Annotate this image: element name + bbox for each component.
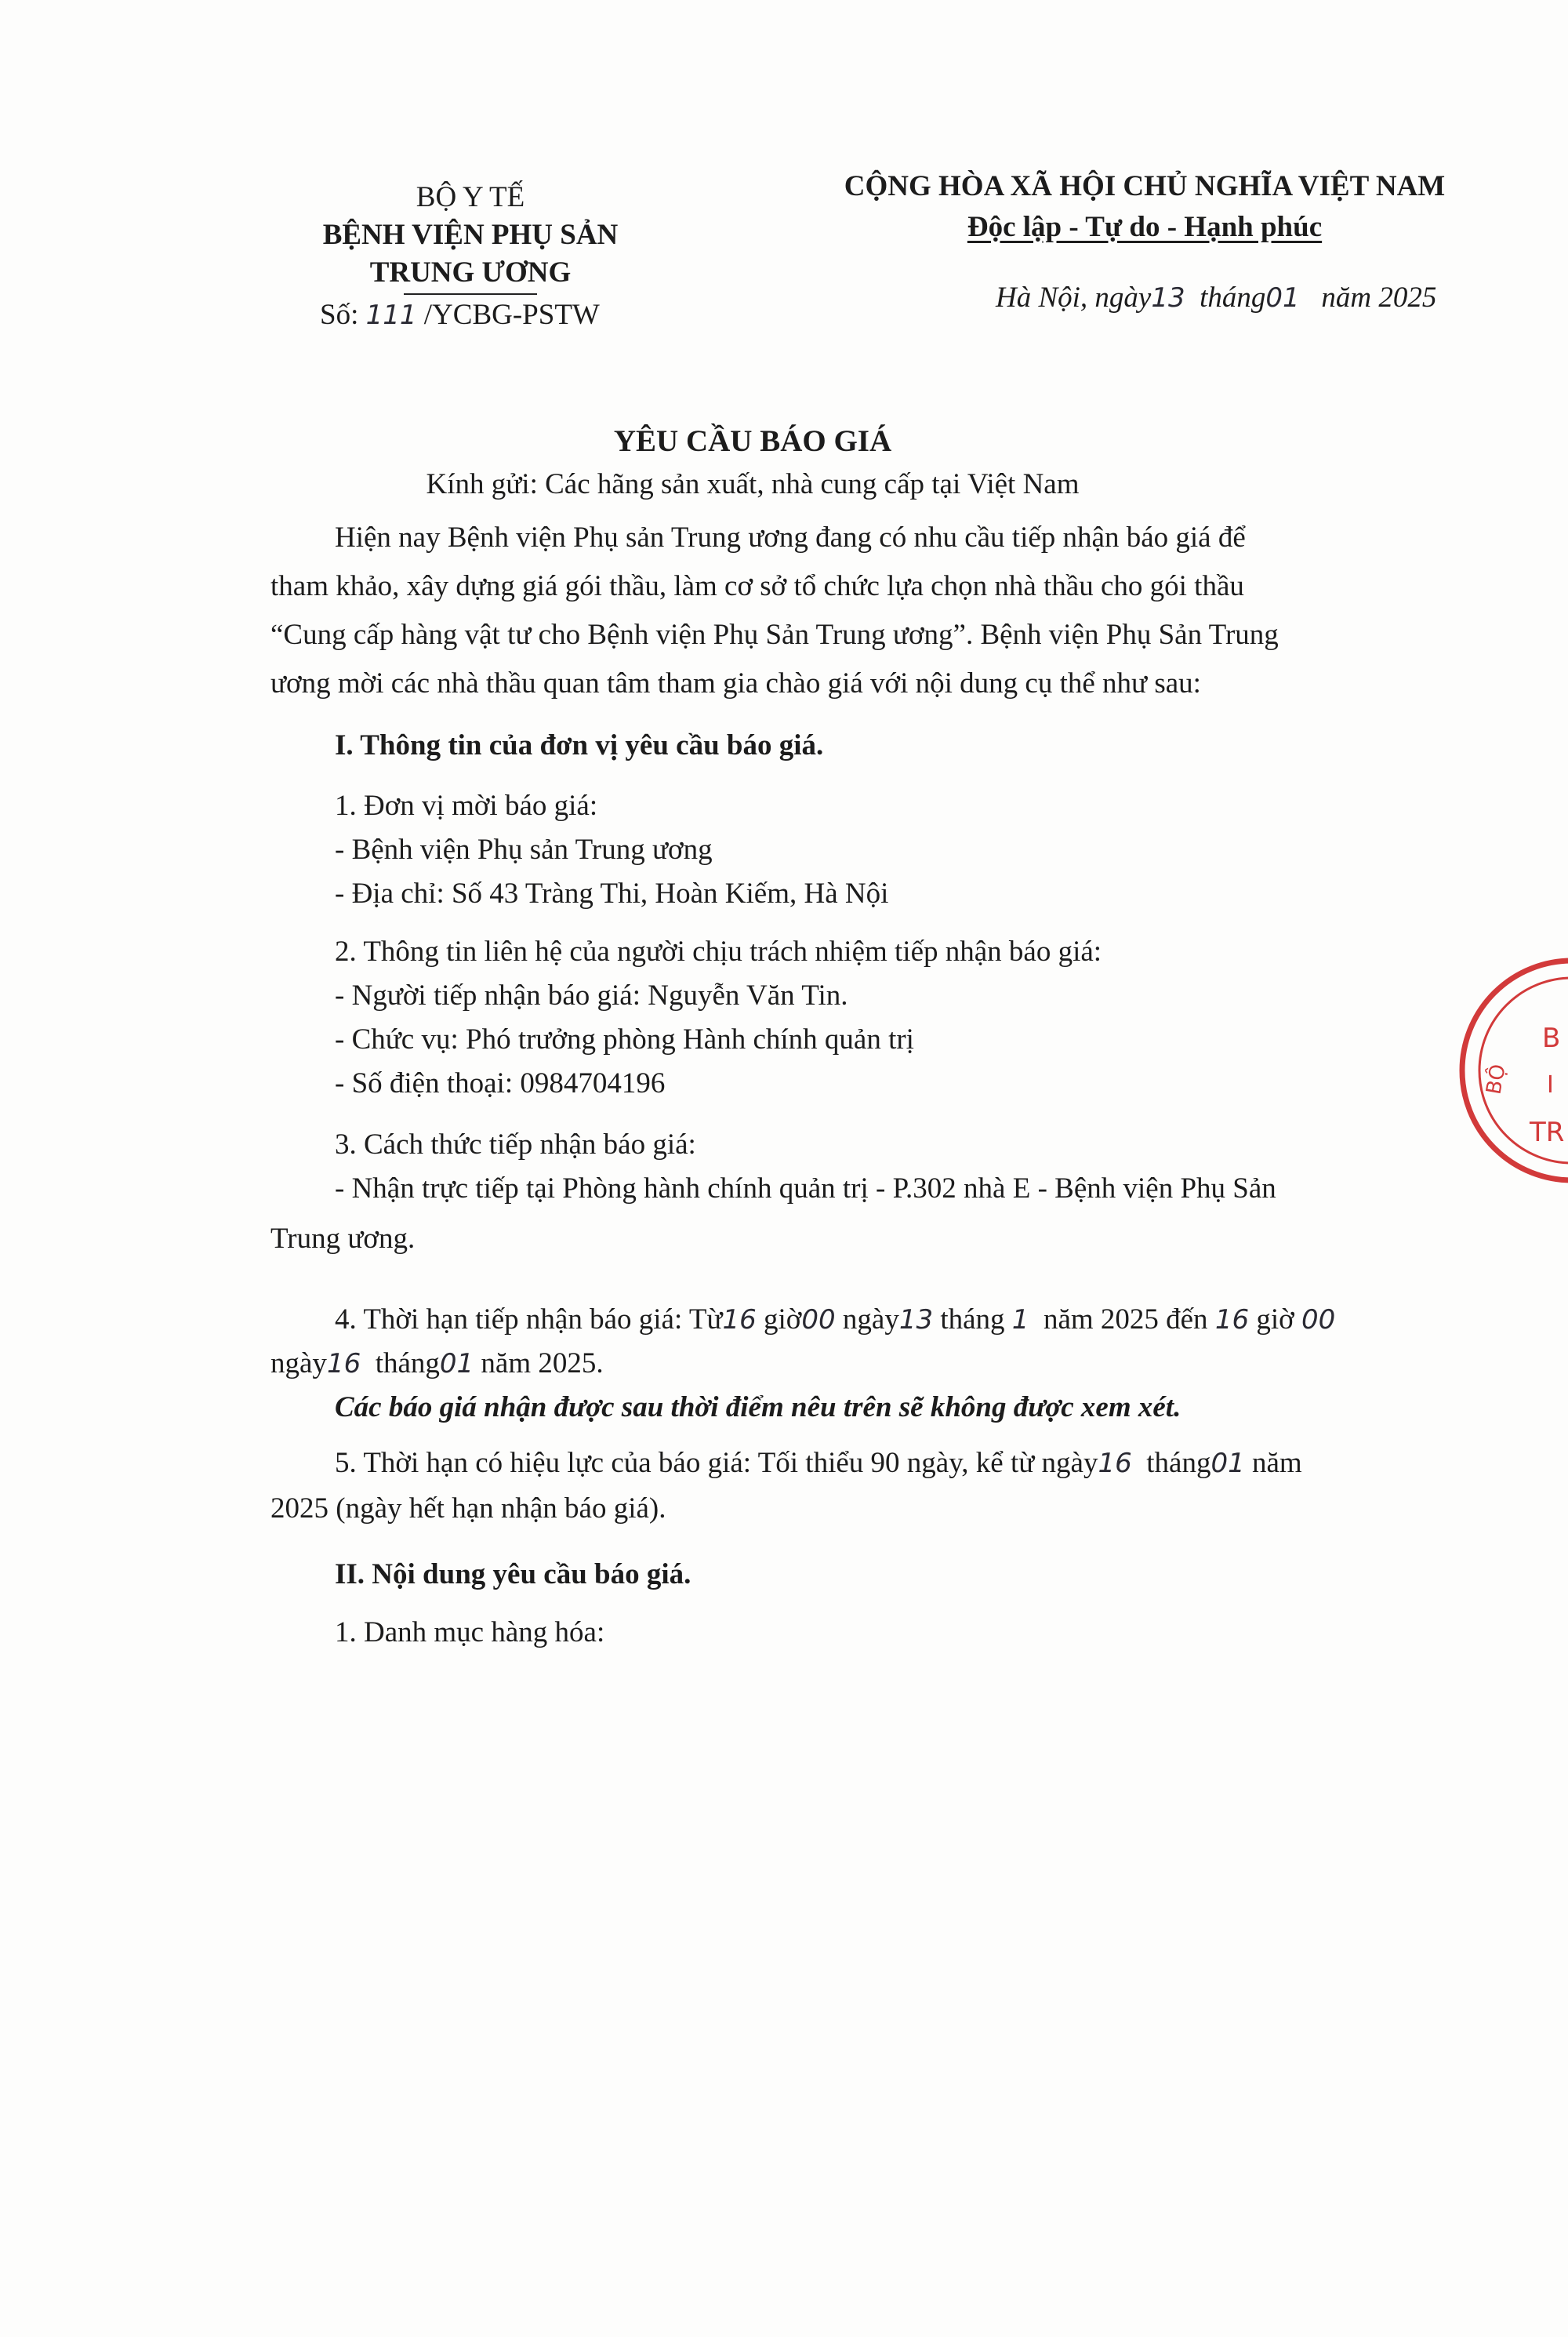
section-1-item-1 xyxy=(270,784,1388,916)
section-1-heading: I. Thông tin của đơn vị yêu cầu báo giá. xyxy=(335,729,824,761)
item-line: - Địa chỉ: Số 43 Tràng Thi, Hoàn Kiếm, Hà Nội xyxy=(335,878,889,910)
national-motto: Độc lập - Tự do - Hạnh phúc xyxy=(967,211,1323,243)
section-1-item-4 xyxy=(270,1298,1388,1430)
intro-line: Hiện nay Bệnh viện Phụ sản Trung ương đang có nhu cầu tiếp nhận báo giá để xyxy=(335,522,1246,554)
intro-line: “Cung cấp hàng vật tư cho Bệnh viện Phụ Sản Trung ương”. Bệnh viện Phụ Sản Trung xyxy=(270,619,1279,651)
item-title: 1. Đơn vị mời báo giá: xyxy=(335,790,598,822)
item-line: - Chức vụ: Phó trưởng phòng Hành chính quản trị xyxy=(335,1023,914,1056)
validity-line-1: 5. Thời hạn có hiệu lực của báo giá: Tối thiểu 90 ngày, kể từ ngày16 tháng01 năm xyxy=(335,1447,1302,1479)
item-title: 3. Cách thức tiếp nhận báo giá: xyxy=(335,1129,696,1161)
greeting: Kính gửi: Các hãng sản xuất, nhà cung cấp tại Việt Nam xyxy=(426,468,1080,500)
item-line: - Nhận trực tiếp tại Phòng hành chính quản trị - P.302 nhà E - Bệnh viện Phụ Sản xyxy=(335,1172,1276,1205)
hospital-name-line2: TRUNG ƯƠNG xyxy=(369,256,572,289)
deadline-line-1: 4. Thời hạn tiếp nhận báo giá: Từ16 giờ00 ngày13 tháng 1 năm 2025 đến 16 giờ 00 xyxy=(335,1303,1336,1336)
item-title: 2. Thông tin liên hệ của người chịu trách nhiệm tiếp nhận báo giá: xyxy=(335,936,1102,968)
issuer-block xyxy=(235,179,706,334)
date-prefix: Hà Nội, ngày xyxy=(996,282,1152,314)
section-2-heading: II. Nội dung yêu cầu báo giá. xyxy=(335,1558,691,1590)
official-seal-stamp xyxy=(1454,953,1568,1188)
document-title: YÊU CẦU BÁO GIÁ xyxy=(613,424,892,458)
number-handwritten: 111 xyxy=(365,300,417,331)
number-suffix: /YCBG-PSTW xyxy=(423,299,600,331)
section-1-item-3 xyxy=(270,1123,1388,1261)
hospital-name-line1: BỆNH VIỆN PHỤ SẢN xyxy=(322,219,619,251)
deadline-line-2: ngày16 tháng01 năm 2025. xyxy=(270,1347,604,1379)
date-month-label: tháng xyxy=(1200,282,1266,314)
header-underline xyxy=(404,293,537,295)
section-1 xyxy=(270,721,1388,770)
section-2 xyxy=(270,1551,1388,1656)
goods-list-title: 1. Danh mục hàng hóa: xyxy=(335,1616,605,1648)
stamp-text: B xyxy=(1542,1023,1561,1054)
intro-line: ương mời các nhà thầu quan tâm tham gia chào giá với nội dung cụ thể như sau: xyxy=(270,667,1201,700)
stamp-text: I xyxy=(1547,1071,1554,1099)
stamp-text: TR xyxy=(1530,1117,1565,1148)
national-header xyxy=(815,166,1474,248)
section-1-item-2 xyxy=(270,930,1388,1106)
item-line: - Người tiếp nhận báo giá: Nguyễn Văn Tin. xyxy=(335,980,848,1012)
deadline-warning: Các báo giá nhận được sau thời điểm nêu trên sẽ không được xem xét. xyxy=(335,1391,1181,1423)
item-line: - Số điện thoại: 0984704196 xyxy=(335,1067,666,1099)
item-line: Trung ương. xyxy=(270,1223,416,1255)
intro-paragraph xyxy=(270,514,1388,708)
document-number xyxy=(235,296,706,334)
date-year: năm 2025 xyxy=(1321,282,1437,314)
stamp-text: BỘ xyxy=(1482,1062,1511,1096)
date-day: 13 xyxy=(1151,282,1185,314)
country-name: CỘNG HÒA XÃ HỘI CHỦ NGHĨA VIỆT NAM xyxy=(844,170,1446,202)
item-line: - Bệnh viện Phụ sản Trung ương xyxy=(335,834,713,866)
intro-line: tham khảo, xây dựng giá gói thầu, làm cơ sở tổ chức lựa chọn nhà thầu cho gói thầu xyxy=(270,570,1244,602)
validity-line-2: 2025 (ngày hết hạn nhận báo giá). xyxy=(270,1492,666,1525)
ministry-name: BỘ Y TẾ xyxy=(416,181,525,213)
date-month: 01 xyxy=(1265,282,1300,314)
document-date xyxy=(996,281,1497,314)
section-1-item-5 xyxy=(270,1441,1388,1532)
number-prefix: Số: xyxy=(320,299,359,331)
